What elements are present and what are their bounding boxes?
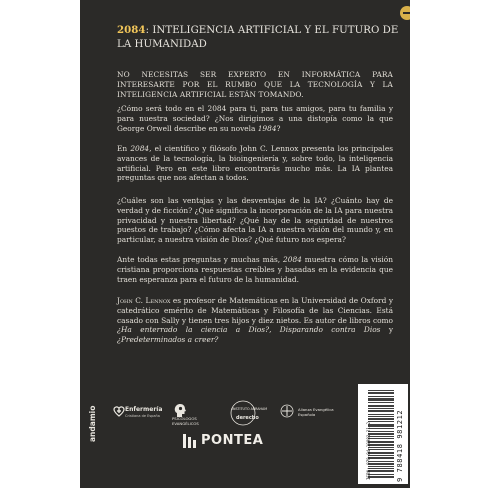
author-bio: John C. Lennox es profesor de Matemáticas en la Universidad de Oxford y catedrático emérito de Matemáticas y Filosofía de las Ciencias. Está casado con Sally y tienen tres hijos y diez nietos. Es autor de libros como ¿Ha enterrado la ciencia a Dios?, Disparando contra Dios y ¿Predeterminados a creer?: [117, 296, 394, 345]
barcode-bar: [368, 416, 394, 417]
barcode-bar: [368, 444, 394, 445]
barcode-bar: [368, 445, 394, 446]
barcode-bar: [368, 400, 394, 401]
barcode-bar: [368, 461, 394, 462]
barcode-bar: [368, 477, 394, 478]
barcode-bar: [368, 418, 394, 419]
title-number: 2084: [117, 24, 146, 36]
book-title: [117, 24, 407, 51]
publisher-name: PONTEA: [201, 433, 264, 448]
barcode-bars: [368, 390, 394, 478]
barcode-bar: [368, 426, 394, 427]
barcode-bar: [368, 414, 394, 415]
andamio-imprint: andamio: [88, 405, 97, 442]
barcode-bar: [368, 457, 394, 458]
paragraph-lennox-presents: En 2084, el científico y filósofo John C. Lennox presenta los principales avances de la tecnología, la bioingeniería y, sobre todo, la inteligencia artificial. Pero en este libro encontrarás mucho más. La IA plantea preguntas que nos afectan a todos.: [117, 144, 393, 183]
barcode-bar: [368, 392, 394, 393]
cross-star-icon: [280, 404, 294, 418]
isbn-text: ISBN: 978-84-18981-21-2: [366, 422, 371, 480]
barcode-bar: [368, 419, 394, 420]
barcode-bar: [368, 463, 394, 464]
barcode-bar: [368, 402, 394, 403]
barcode-bar: [368, 447, 394, 448]
barcode-digits: 9 788418 981212: [396, 409, 404, 482]
barcode-bar: [368, 470, 394, 471]
barcode-bar: [368, 425, 394, 426]
barcode-bar: [368, 466, 394, 467]
barcode-bar: [368, 476, 394, 477]
paragraph-answer: Ante todas estas preguntas y muchas más, 2084 muestra cómo la visión cristiana proporciona respuestas creíbles y basadas en la evidencia que traen esperanza para el futuro de la humanidad.: [117, 255, 393, 284]
barcode-bar: [368, 449, 394, 450]
barcode-bar: [368, 405, 394, 406]
barcode-bar: [368, 458, 394, 459]
barcode-bar: [368, 441, 394, 442]
barcode-bar: [368, 428, 394, 429]
barcode-bar: [368, 436, 394, 437]
barcode-bar: [368, 455, 394, 456]
intro-caps: NO NECESITAS SER EXPERTO EN INFORMÁTICA PARA INTERESARTE POR EL RUMBO QUE LA TECNOLOGÍA Y LA INTELIGENCIA ARTIFICIAL ESTÁN TOMANDO.: [117, 70, 393, 99]
barcode-bar: [368, 393, 394, 394]
barcode-bar: [368, 408, 394, 409]
paragraph-orwell: ¿Cómo será todo en el 2084 para ti, para tus amigos, para tu familia y para nuestra sociedad? ¿Nos dirigimos a una distopía como la que George Orwell describe en su novela 1984?: [117, 104, 393, 133]
barcode-bar: [368, 421, 394, 422]
barcode-bar: [368, 442, 394, 443]
endorsement-logos: Enfermería Cristiana de España PSICÓLOGOS EVANGÉLICOS INSTITUTO ABRAHAM derecho Alianza Evangélica Española: [112, 402, 372, 428]
heart-cross-icon: [112, 404, 126, 418]
barcode-bar: [368, 410, 394, 411]
barcode-bar: [368, 434, 394, 435]
barcode-bar: [368, 398, 394, 399]
title-text: : INTELIGENCIA ARTIFICIAL Y EL FUTURO DE LA HUMANIDAD: [117, 25, 399, 50]
author-name: John C. Lennox: [117, 296, 171, 305]
barcode-bar: [368, 424, 394, 425]
bridge-mark-icon: [183, 432, 197, 448]
back-cover: [80, 0, 410, 488]
barcode-bar: [368, 433, 394, 434]
barcode-bar: [368, 453, 394, 454]
barcode-bar: [368, 406, 394, 407]
barcode-bar: [368, 468, 394, 469]
barcode-bar: [368, 431, 394, 432]
barcode-bar: [368, 438, 394, 439]
barcode-bar: [368, 411, 394, 412]
barcode-bar: [368, 399, 394, 400]
barcode-bar: [368, 396, 394, 397]
barcode-bar: [368, 474, 394, 475]
corner-badge: [400, 6, 410, 20]
barcode-bar: [368, 452, 394, 453]
barcode-bar: [368, 464, 394, 465]
barcode-bar: [368, 390, 394, 391]
paragraph-questions: ¿Cuáles son las ventajas y las desventajas de la IA? ¿Cuánto hay de verdad y de ficción? ¿Qué significa la incorporación de la IA para nuestra privacidad y nuestra libertad? ¿Qué hay de la seguridad de nuestros puestos de trabajo? ¿Cómo afecta la IA a nuestra visión del mundo y, en particular, a nuestra visión de Dios? ¿Qué futuro nos espera?: [117, 196, 393, 245]
barcode-bar: [368, 471, 394, 472]
seal-circle-icon: [230, 400, 256, 426]
